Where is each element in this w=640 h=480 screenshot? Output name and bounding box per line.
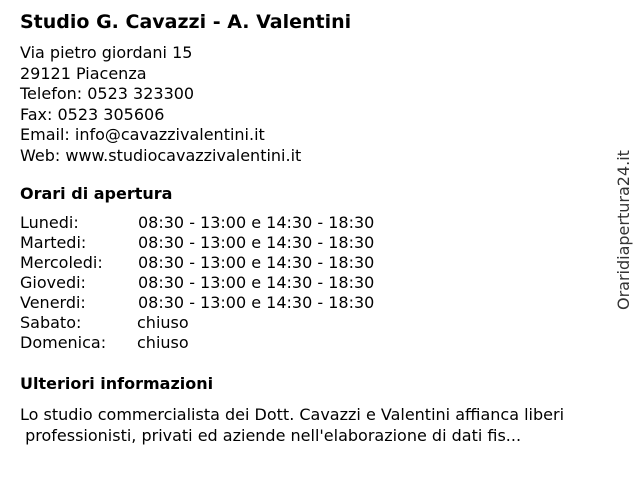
phone-line: Telefon: 0523 323300 [20, 84, 195, 103]
fax-line: Fax: 0523 305606 [20, 104, 165, 124]
hours-day: Mercoledi: [20, 253, 103, 272]
hours-day: Martedi: [20, 233, 87, 252]
web-line: Web: www.studiocavazzivalentini.it [20, 145, 302, 165]
city-line: 29121 Piacenza [20, 63, 147, 83]
hours-time: 08:30 - 13:00 e 14:30 - 18:30 [138, 293, 375, 312]
opening-hours-heading: Orari di apertura [20, 184, 173, 203]
hours-time: 08:30 - 13:00 e 14:30 - 18:30 [138, 273, 375, 292]
hours-day: Lunedi: [20, 213, 79, 232]
hours-day: Giovedi: [20, 273, 86, 292]
hours-time: 08:30 - 13:00 e 14:30 - 18:30 [138, 233, 375, 252]
address-line: Via pietro giordani 15 [20, 43, 193, 62]
hours-time: chiuso [137, 313, 189, 332]
hours-day: Venerdi: [20, 293, 86, 312]
description-line: professionisti, privati ed aziende nell'elaborazione di dati fis... [20, 425, 522, 445]
hours-time: 08:30 - 13:00 e 14:30 - 18:30 [138, 213, 375, 232]
more-info-heading: Ulteriori informazioni [20, 374, 214, 393]
hours-time: 08:30 - 13:00 e 14:30 - 18:30 [138, 253, 375, 272]
hours-day: Sabato: [20, 313, 82, 332]
hours-time: chiuso [137, 333, 189, 352]
more-info-description [20, 405, 564, 446]
email-line: Email: info@cavazzivalentini.it [20, 125, 265, 144]
page-title: Studio G. Cavazzi - A. Valentini [20, 11, 352, 33]
side-logo-text: Oraridiapertura24.it [614, 150, 633, 310]
description-line: Lo studio commercialista dei Dott. Cavazzi e Valentini affianca liberi [20, 405, 565, 424]
side-logo [612, 135, 636, 310]
hours-day: Domenica: [20, 333, 107, 352]
contact-info [20, 43, 301, 166]
